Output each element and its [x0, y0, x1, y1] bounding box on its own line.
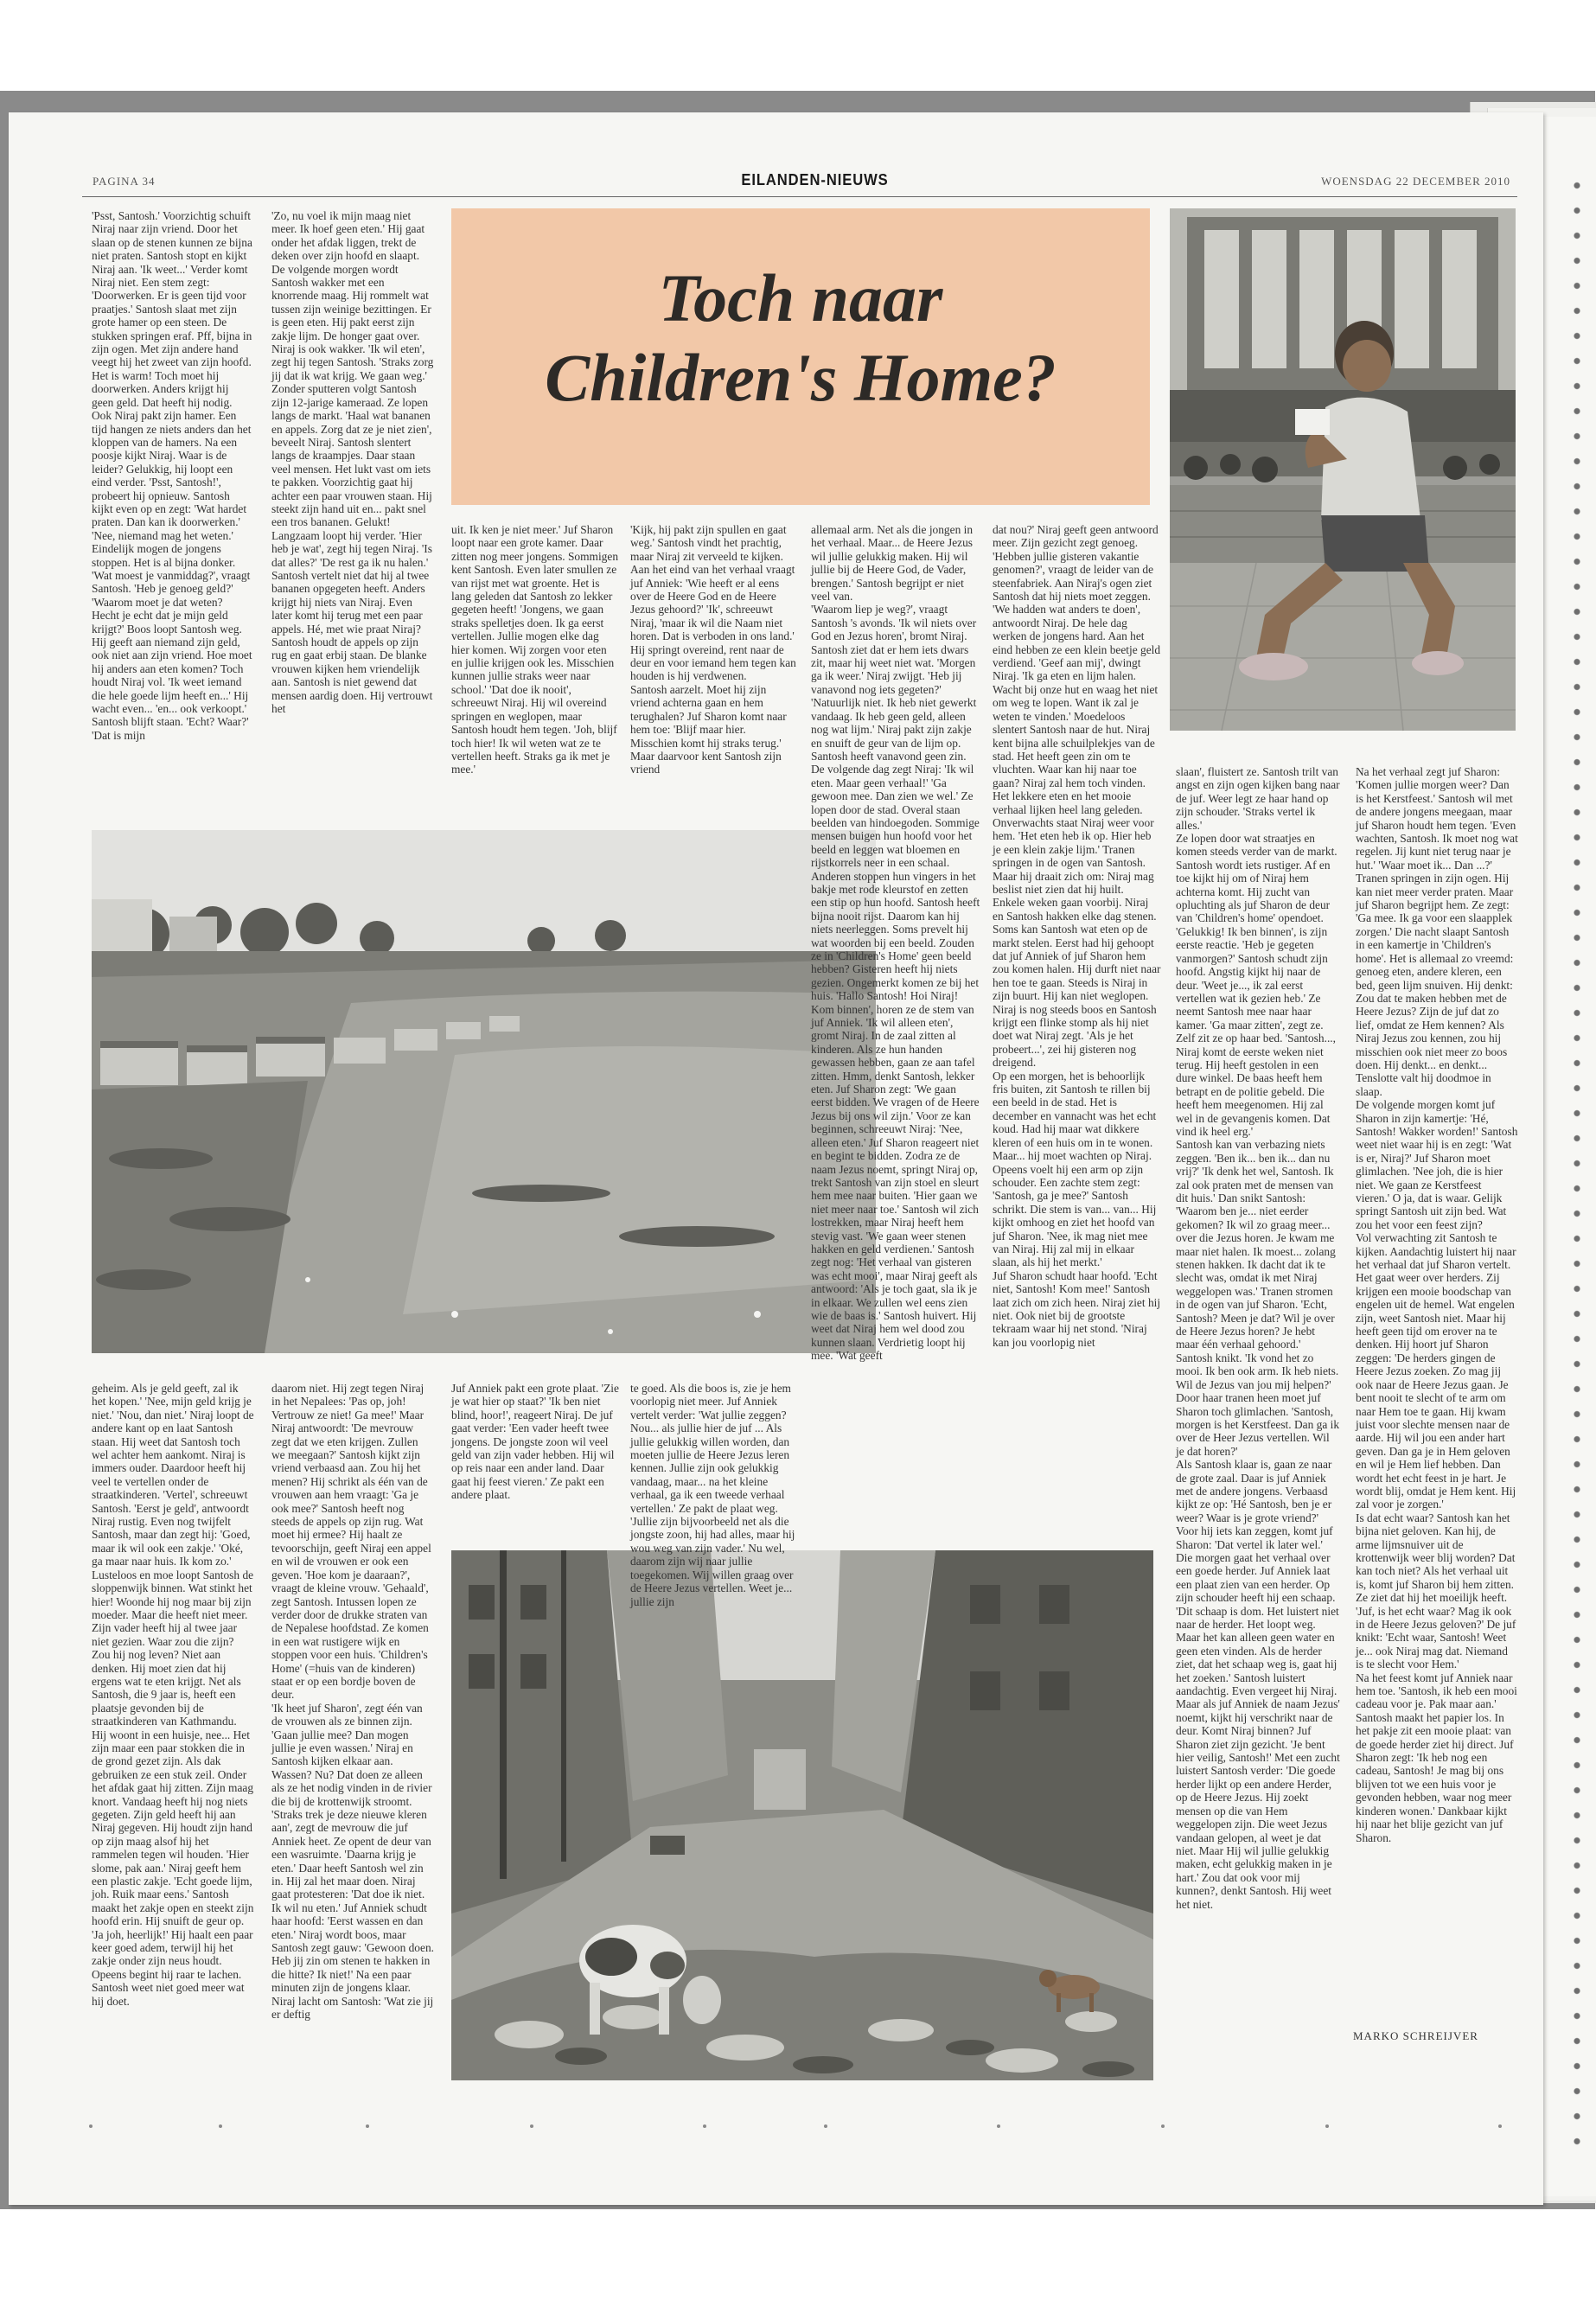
photo-river-slum	[92, 830, 876, 1353]
headline-line-1: Toch naar	[658, 260, 943, 335]
page-header	[82, 170, 1517, 197]
headline-line-2: Children's Home?	[545, 340, 1057, 415]
article-column-6: dat nou?' Niraj geeft geen antwoord meer. Zijn gezicht zegt genoeg. 'Hebben jullie gisteren vakantie genomen?', vraagt de leider van de steenfabriek. Aan Niraj's ogen ziet Santosh dat hij niets moet zeggen. 'We hadden wat anders te doen', antwoordt Niraj. De hele dag werken de jongens hard. Aan het eind hebben ze een klein beetje geld verdiend. 'Geef aan mij', dwingt Niraj. 'Ik ga eten en lijm halen. Wacht bij onze hut en waag het niet om weg te lopen. Want ik zal je weten te vinden.' Moedeloos slentert Santosh naar de hut. Niraj kent bijna alle schuilplekjes van de stad. Het heeft geen zin om te vluchten. Waar kan hij naar toe gaan? Niraj zal hem toch vinden. Het lekkere eten en het mooie verhaal lijken heel lang geleden. Onverwachts staat Niraj weer voor hem. 'Het eten heb ik op. Hier heb je een klein zakje lijm.' Tranen springen in de ogen van Santosh. Maar hij draait zich om: Niraj mag beslist niet zien dat hij huilt. Enkele weken gaan voorbij. Niraj en Santosh hakken elke dag stenen. Soms kan Santosh wat eten op de markt stelen. Eerst had hij gehoopt dat juf Anniek of juf Sharon hem zou komen halen. Hij durft niet naar hen toe te gaan. Steeds is Niraj in zijn buurt. Hij kan niet weglopen. Niraj is nog steeds boos en Santosh krijgt een flinke stomp als hij niet doet wat Niraj zegt. 'Als je het probeert...', zei hij gisteren nog dreigend. Op een morgen, het is behoorlijk fris buiten, zit Santosh te rillen bij een beeld in de stad. Het is december en vannacht was het echt koud. Had hij maar wat dikkere kleren of een huis om in te wonen. Maar... hij moet wachten op Niraj. Opeens voelt hij een arm op zijn schouder. Een zachte stem zegt: 'Santosh, ga je mee?' Santosh schrikt. Die stem is van... van... Hij kijkt omhoog en ziet het hoofd van juf Sharon. 'Nee, ik mag niet mee van Niraj. Hij zal mij in elkaar slaan, als hij het merkt.' Juf Sharon schudt haar hoofd. 'Echt niet, Santosh! Kom mee!' Santosh laat zich om zich heen. Niraj ziet hij niet. Ook niet bij de grootste tekraam waar hij net stond. 'Niraj kan jou voorlopig niet	[993, 523, 1161, 1349]
article-column-1: 'Psst, Santosh.' Voorzichtig schuift Niraj naar zijn vriend. Door het slaan op de stenen kunnen ze bijna niet praten. Santosh stopt en kijkt Niraj aan. 'Ik weet...' Verder komt Niraj niet. Een stem zegt: 'Doorwerken. Er is geen tijd voor praatjes.' Santosh slaat met zijn grote hamer op een steen. De stukken springen eraf. Pff, bijna in zijn ogen. Met zijn andere hand veegt hij het zweet van zijn hoofd. Het is warm! Toch moet hij doorwerken. Anders krijgt hij geen geld. Dat heeft hij nodig. Ook Niraj pakt zijn hamer. Een tijd hangen ze niets anders dan het kloppen van de hamers. Na een poosje kijkt Niraj. Waar is de leider? Gelukkig, hij loopt een eind verder. 'Psst, Santosh!', probeert hij opnieuw. Santosh kijkt even op en zegt: 'Wat hardet praten. Dan kan ik doorwerken.' 'Nee, niemand mag het weten.' Eindelijk mogen de jongens stoppen. Het is al bijna donker. 'Wat moest je vanmiddag?', vraagt Santosh. 'Heb je genoeg geld?' 'Waarom moet je dat weten? Hecht je echt dat je mijn geld krijgt?' Boos loopt Santosh weg. Hij geeft aan niemand zijn geld, ook niet aan zijn vriend. Hoe moet hij anders aan eten komen? Toch houdt Niraj vol. 'Ik weet iemand die hele goede lijm heeft en...' Hij wacht even... 'en... ook verkoopt.' Santosh blijft staan. 'Echt? Waar?' 'Dat is mijn	[92, 209, 252, 742]
article-column-12: te goed. Als die boos is, zie je hem voorlopig niet meer. Juf Anniek vertelt verder: 'Wat jullie zeggen? Nou... als jullie hier de juf ... Als jullie gelukkig willen worden, dan moeten jullie de Heere Jezus leren kennen. Jullie zijn ook gelukkig vandaag, maar... na het kleine verhaal, ga ik een tweede verhaal vertellen.' Ze pakt de plaat weg. 'Jullie zijn bijvoorbeeld net als die jongste zoon, hij had alles, maar hij wou weg van zijn vader.' Nu wel, daarom zijn wij naar jullie toegekomen. Wij willen graag over de Heere Jezus vertellen. Weet je... jullie zijn	[630, 1382, 795, 1608]
issue-date: WOENSDAG 22 DECEMBER 2010	[1321, 175, 1510, 188]
registration-marks-graphic	[82, 2120, 1517, 2132]
print-registration-marks	[82, 2120, 1517, 2132]
photo-street-garbage	[451, 1550, 1153, 2080]
photo-boy-crouching	[1170, 208, 1516, 731]
article-column-5: allemaal arm. Net als die jongen in het verhaal. Maar... de Heere Jezus wil jullie gelukkig maken. Hij wil jullie bij de Heere God, de Vader, brengen.' Santosh begrijpt er niet veel van. 'Waarom liep je weg?', vraagt Santosh 's avonds. 'Ik wil niets over God en Jezus horen', bromt Niraj. Santosh ziet dat er hem iets dwars zit, maar hij weet niet wat. 'Morgen ga ik weer.' Niraj zwijgt. 'Heb jij vanavond nog iets gegeten?' 'Natuurlijk niet. Ik heb niet gewerkt vandaag. Ik heb geen geld, alleen nog wat lijm.' Niraj pakt zijn zakje en snuift de geur van de lijm op. Santosh heeft vanavond geen zin. De volgende dag zegt Niraj: 'Ik wil eten. Maar geen verhaal!' 'Ga gewoon mee. Dan zien we wel.' Ze lopen door de stad. Overal staan beelden van hindoegoden. Sommige mensen buigen hun hoofd voor het beeld en leggen wat bloemen en rijstkorrels neer in een schaal. Anderen stoppen hun vingers in het bakje met rode kleurstof en zetten een stip op hun hoofd. Santosh heeft bijna nooit rijst. Daarom kan hij niets neerleggen. Soms prevelt hij wat woorden bij een beeld. Zouden ze in 'Children's Home' geen beeld hebben? Gisteren heeft hij niets gezien. Ongemerkt komen ze bij het huis. 'Hallo Santosh! Hoi Niraj! Kom binnen', horen ze de stem van juf Anniek. 'Ik wil alleen eten', gromt Niraj. In de zaal zitten al kinderen. Als ze hun handen gewassen hebben, gaan ze aan tafel zitten. Hmm, denkt Santosh, lekker eten. Juf Sharon zegt: 'We gaan eerst bidden. We vragen of de Heere Jezus bij ons wil zijn.' Voor ze kan beginnen, schreeuwt Niraj: 'Nee, alleen eten.' Juf Sharon reageert niet en begint te bidden. Zodra ze de naam Jezus noemt, springt Niraj op, trekt Santosh van zijn stoel en sleurt hem mee naar buiten. 'Hier gaan we niet meer naar toe.' Santosh wil zich lostrekken, maar Niraj heeft hem stevig vast. 'We gaan weer stenen hakken en geld verdienen.' Santosh zegt nog: 'Het verhaal van gisteren was echt mooi', maar Niraj geeft als antwoord: 'Als je toch gaat, sla ik je in elkaar. We zullen wel eens zien wie de baas is.' Santosh huivert. Hij weet dat Niraj hem wel dood zou kunnen slaan. Verdrietig loopt hij mee. 'Wat geeft	[811, 523, 980, 1363]
article-column-2: 'Zo, nu voel ik mijn maag niet meer. Ik hoef geen eten.' Hij gaat onder het afdak liggen, trekt de deken over zijn hoofd en slaapt. De volgende morgen wordt Santosh wakker met een knorrende maag. Hij rommelt wat tussen zijn weinige bezittingen. Er is geen eten. Hij pakt eerst zijn zakje lijm. De honger gaat over. Niraj is ook wakker. 'Ik wil eten', zegt hij tegen Santosh. 'Straks zorg jij dat ik wat krijg. We gaan weg.' Zonder sputteren volgt Santosh zijn 12-jarige kameraad. Ze lopen langs de markt. 'Haal wat bananen en appels. Zorg dat ze je niet zien', beveelt Niraj. Santosh slentert langs de kraampjes. Daar staan veel mensen. Het lukt vast om iets te pakken. Voorzichtig gaat hij achter een paar vrouwen staan. Hij steekt zijn hand uit en... pakt snel een tros bananen. Gelukt! Langzaam loopt hij verder. 'Hier heb je wat', zegt hij tegen Niraj. 'Is dat alles?' 'De rest ga ik nu halen.' Santosh vertelt niet dat hij al twee bananen opgegeten heeft. Anders krijgt hij niets van Niraj. Even later komt hij terug met een paar appels. Hé, met wie praat Niraj? Santosh houdt de appels op zijn rug en gaat erbij staan. De blanke vrouwen kijken hem vriendelijk aan. Santosh is niet gewend dat mensen aardig doen. Hij vertrouwt het	[271, 209, 434, 716]
headline	[451, 259, 1150, 418]
author-byline: MARKO SCHREIJVER	[1353, 2029, 1478, 2042]
article-column-11: Juf Anniek pakt een grote plaat. 'Zie je wat hier op staat?' 'Ik ben niet blind, hoor!', reageert Niraj. De juf gaat verder: 'Een vader heeft twee jongens. De jongste zoon wil veel geld van zijn vader hebben. Hij wil op reis naar een ander land. Daar gaat hij feest vieren.' Ze pakt een andere plaat.	[451, 1382, 619, 1502]
photo-river-slum-image	[92, 830, 876, 1353]
article-column-10: daarom niet. Hij zegt tegen Niraj in het Nepalees: 'Pas op, joh! Vertrouw ze niet! Ga mee!' Maar Niraj antwoordt: 'De mevrouw zegt dat we eten krijgen. Zullen we meegaan?' Santosh kijkt zijn vriend verbaasd aan. Zou hij het menen? Hij schrikt als één van de vrouwen aan hem vraagt: 'Ga je ook mee?' Santosh heeft nog steeds de appels op zijn rug. Wat moet hij ermee? Hij haalt ze tevoorschijn, geeft Niraj een appel en wil de vrouwen er ook een geven. 'Hoe kom je daaraan?', vraagt de kleine vrouw. 'Gehaald', zegt Santosh. Intussen lopen ze verder door de drukke straten van de Nepalese hoofdstad. Ze komen in een wat rustigere wijk en stoppen voor een huis. 'Children's Home' (=huis van de kinderen) staat er op een bordje boven de deur. 'Ik heet juf Sharon', zegt één van de vrouwen als ze binnen zijn. 'Gaan jullie mee? Dan mogen jullie je even wassen.' Niraj en Santosh kijken elkaar aan. Wassen? Nu? Dat doen ze alleen als ze het nodig vinden in de rivier die bij de krottenwijk stroomt. 'Straks trek je deze nieuwe kleren aan', zegt de mevrouw die juf Anniek heet. Ze opent de deur van een wasruimte. 'Daarna krijg je eten.' Daar heeft Santosh wel zin in. Hij zal het maar doen. Niraj gaat protesteren: 'Dat doe ik niet. Ik wil nu eten.' Juf Anniek schudt haar hoofd: 'Eerst wassen en dan eten.' Niraj wordt boos, maar Santosh zegt gauw: 'Gewoon doen. Heb jij zin om stenen te hakken in die hitte? Ik niet!' Na een paar minuten zijn de jongens klaar. Niraj lacht om Santosh: 'Wat zie jij er deftig	[271, 1382, 434, 2022]
photo-street-garbage-image	[451, 1550, 1153, 2080]
article-column-8: Na het verhaal zegt juf Sharon: 'Komen jullie morgen weer? Dan is het Kerstfeest.' Santosh wil met de andere jongens meegaan, maar juf Sharon houdt hem tegen. 'Even wachten, Santosh. Ik moet nog wat regelen. Jij kunt niet terug naar je hut.' 'Waar moet ik... Dan ...?' Tranen springen in zijn ogen. Hij kan niet meer verder praten. Maar juf Sharon begrijpt hem. Ze zegt: 'Ga mee. Ik ga voor een slaapplek zorgen.' Die nacht slaapt Santosh in een kamertje in 'Children's home'. Het is allemaal zo vreemd: genoeg eten, andere kleren, een bed, geen lijm snuiven. Hij denkt: Zou dat te maken hebben met de Heere Jezus? Zijn de juf dat zo lief, omdat ze Hem kennen? Als Niraj Jezus zou kennen, zou hij misschien ook niet meer zo boos doen. Hij denkt... en denkt... Tenslotte valt hij doodmoe in slaap. De volgende morgen komt juf Sharon in zijn kamertje: 'Hé, Santosh! Wakker worden!' Santosh weet niet waar hij is en zegt: 'Wat is er, Niraj?' Juf Sharon moet glimlachen. 'Nee joh, die is hier niet. We gaan ze Kerstfeest vieren.' O ja, dat is waar. Gelijk springt Santosh uit zijn bed. Wat zou het voor een feest zijn? Vol verwachting zit Santosh te kijken. Aandachtig luistert hij naar het verhaal dat juf Sharon vertelt. Het gaat weer over herders. Zij krijgen een mooie boodschap van engelen uit de hemel. Wat engelen zijn, weet Santosh niet. Maar hij heeft geen tijd om erover na te denken. Hij hoort juf Sharon zeggen: 'De herders gingen de Heere Jezus zoeken. Zo mag jij ook naar de Heere Jezus gaan. Je bent nooit te slecht of te arm om naar Hem toe te gaan. Hij kwam juist voor slechte mensen naar de aarde. Hij wil jou een ander hart geven. Dan ga je in Hem geloven en wil je Hem lief hebben. Dan wordt het echt feest in je hart. Je wordt blij, omdat je Hem kent. Hij zal voor je zorgen.' Is dat echt waar? Santosh kan het bijna niet geloven. Kan hij, de arme lijmsnuiver uit de krottenwijk weer blij worden? Dat kan toch niet? Als het verhaal uit is, komt juf Sharon bij hem zitten. Ze ziet dat hij het moeilijk heeft. 'Juf, is het echt waar? Mag ik ook in de Heere Jezus geloven?' De juf knikt: 'Echt waar, Santosh! Weet je... ook Niraj mag dat. Niemand is te slecht voor Hem.' Na het feest komt juf Anniek naar hem toe. 'Santosh, ik heb een mooi cadeau voor je. Pak maar aan.' Santosh maakt het papier los. In het pakje zit een mooie plaat: van de goede herder ziet hij direct. Juf Sharon zegt: 'Ik heb nog een cadeau, Santosh! Je mag bij ons blijven tot we een huis voor je gevonden hebben, waar nog meer kinderen wonen.' Dankbaar kijkt hij naar het blije gezicht van juf Sharon.	[1356, 765, 1518, 1844]
newspaper-logo: EILANDEN-NIEUWS	[741, 171, 889, 188]
article-column-4: 'Kijk, hij pakt zijn spullen en gaat weg.' Santosh vindt het prachtig, maar Niraj zit verveeld te kijken. Aan het eind van het verhaal vraagt juf Anniek: 'Wie heeft er al eens over de Heere God en de Heere Jezus gehoord?' 'Ik', schreeuwt Niraj, 'maar ik wil die Naam niet horen. Dat is verboden in ons land.' Hij springt overeind, rent naar de deur en voor iemand hem tegen kan houden is hij verdwenen. Santosh aarzelt. Moet hij zijn vriend achterna gaan en hem terughalen? Juf Sharon komt naar hem toe: 'Blijf maar hier. Misschien komt hij straks terug.' Maar daarvoor kent Santosh zijn vriend	[630, 523, 796, 776]
page-number: PAGINA 34	[93, 175, 156, 188]
article-column-3: uit. Ik ken je niet meer.' Juf Sharon loopt naar een grote kamer. Daar zitten nog meer jongens. Sommigen kent Santosh. Even later smullen ze van rijst met wat groente. Het is lang geleden dat Santosh zo lekker gegeten heeft! 'Jongens, we gaan straks spelletjes doen. Ik ga eerst vertellen. Jullie mogen elke dag hier komen. Wij zorgen voor eten en jullie krijgen ook les. Misschien kunnen jullie straks weer naar school.' 'Dat doe ik nooit', schreeuwt Niraj. Hij wil overeind springen en weglopen, maar Santosh houdt hem tegen. 'Joh, blijf toch hier! Ik wil weten wat ze te vertellen heeft. Straks ga ik met je mee.'	[451, 523, 619, 776]
article-column-7: slaan', fluistert ze. Santosh trilt van angst en zijn ogen kijken bang naar de juf. Weer legt ze haar hand op zijn schouder. 'Straks vertel ik alles.' Ze lopen door wat straatjes en komen steeds verder van de markt. Santosh wordt iets rustiger. Af en toe kijkt hij om of Niraj hem achterna komt. Hij zucht van opluchting als juf Sharon de deur van 'Children's home' opendoet. 'Gelukkig! Ik ben binnen', is zijn eerste reactie. 'Heb je gegeten vanmorgen?' Santosh schudt zijn hoofd. Angstig kijkt hij naar de deur. 'Weet je..., ik zal eerst vertellen wat ik gezien heb.' Ze neemt Santosh mee naar haar kamer. 'Ga maar zitten', zegt ze. Zelf zit ze op haar bed. 'Santosh..., Niraj komt de eerste weken niet terug. Hij heeft gestolen in een dure winkel. De baas heeft hem betrapt en de politie gebeld. Die heeft hem meegenomen. Hij zal wel in de gevangenis komen. Dat vind ik heel erg.' Santosh kan van verbazing niets zeggen. 'Ben ik... ben ik... dan nu vrij?' 'Ik denk het wel, Santosh. Ik zal ook praten met de mensen van dit huis.' Dan snikt Santosh: 'Waarom ben je... niet eerder gekomen? Ik wil zo graag meer... over die Jezus horen. Je kwam me maar niet halen. Ik moest... zolang stenen hakken. Ik dacht dat ik te slecht was, omdat ik met Niraj weggelopen was.' Tranen stromen in de ogen van juf Sharon. 'Echt, Santosh? Meen je dat? Wil je over de Heere Jezus horen? Je hebt maar één verhaal gehoord.' Santosh knikt. 'Ik vond het zo mooi. Ik ben ook arm. Ik heb niets. Wil de Jezus van jou mij helpen?' Door haar tranen heen moet juf Sharon toch glimlachen. 'Santosh, morgen is het Kerstfeest. Dan ga ik over de Heer Jezus vertellen. Wil je dat horen?' Als Santosh klaar is, gaan ze naar de grote zaal. Daar is juf Anniek met de andere jongens. Verbaasd kijkt ze op: 'Hé Santosh, ben je er weer? Waar is je grote vriend?' Voor hij iets kan zeggen, komt juf Sharon: 'Dat vertel ik later wel.' Die morgen gaat het verhaal over een goede herder. Juf Anniek laat een plaat zien van een herder. Op zijn schouder heeft hij een schaap. 'Dit schaap is dom. Het luistert niet naar de herder. Het loopt weg. Maar het kan alleen geen water en geen eten vinden. Als de herder ziet, dat het schaap weg is, gaat hij het zoeken.' Santosh luistert aandachtig. Even vergeet hij Niraj. Maar als juf Anniek de naam Jezus' noemt, kijkt hij verschrikt naar de deur. Komt Niraj binnen? Juf Sharon ziet zijn gezicht. 'Je bent hier veilig, Santosh!' Met een zucht luistert Santosh verder: 'Die goede herder lijkt op een andere Herder, op de Heere Jezus. Hij zoekt mensen op die van Hem weggelopen zijn. Die weet Jezus vandaan gelopen, al weet je dat niet. Maar Hij wil jullie gelukkig maken, echt gelukkig maken in je hart.' Zou dat ook voor mij kunnen?, denkt Santosh. Hij weet het niet.	[1176, 765, 1340, 1911]
headline-box	[451, 208, 1150, 505]
binding-holes	[1572, 173, 1582, 2153]
article-column-9: geheim. Als je geld geeft, zal ik het kopen.' 'Nee, mijn geld krijg je niet.' 'Nou, dan niet.' Niraj loopt de andere kant op en laat Santosh staan. Hij weet dat Santosh toch wel achter hem aankomt. Niraj is immers ouder. Daardoor heeft hij veel te vertellen onder de straatkinderen. 'Vertel', schreeuwt Santosh. 'Eerst je geld', antwoordt Niraj rustig. Even nog twijfelt Santosh, maar dan zegt hij: 'Goed, maar ik wil ook een zakje.' 'Oké, ga maar naar huis. Ik kom zo.' Lusteloos en moe loopt Santosh de sloppenwijk binnen. Wat stinkt het hier! Woonde hij nog maar bij zijn moeder. Maar die heeft niet meer. Zijn vader heeft hij al twee jaar niet gezien. Waar zou die zijn? Zou hij nog leven? Niet aan denken. Hij moet zien dat hij ergens wat te eten krijgt. Net als Santosh, die 9 jaar is, heeft een plaatsje gevonden bij de straatkinderen van Kathmandu. Hij woont in een huisje, nee... Het zijn maar een paar stokken die in de grond gezet zijn. Als dak gebruiken ze een stuk zeil. Onder het afdak gaat hij zitten. Zijn maag knort. Vandaag heeft hij nog niets gegeten. Zijn geld heeft hij aan Niraj gegeven. Hij houdt zijn hand op zijn maag alsof hij het rammelen tegen wil houden. 'Hier slome, pak aan.' Niraj geeft hem een plastic zakje. 'Echt goede lijm, joh. Ruik maar eens.' Santosh maakt het zakje open en steekt zijn hoofd erin. Hij snuift de geur op. 'Ja joh, heerlijk!' Hij haalt een paar keer goed adem, terwijl hij het zakje onder zijn neus houdt. Opeens begint hij raar te lachen. Santosh weet niet goed meer wat hij doet.	[92, 1382, 254, 2008]
photo-boy-crouching-image	[1170, 208, 1516, 731]
